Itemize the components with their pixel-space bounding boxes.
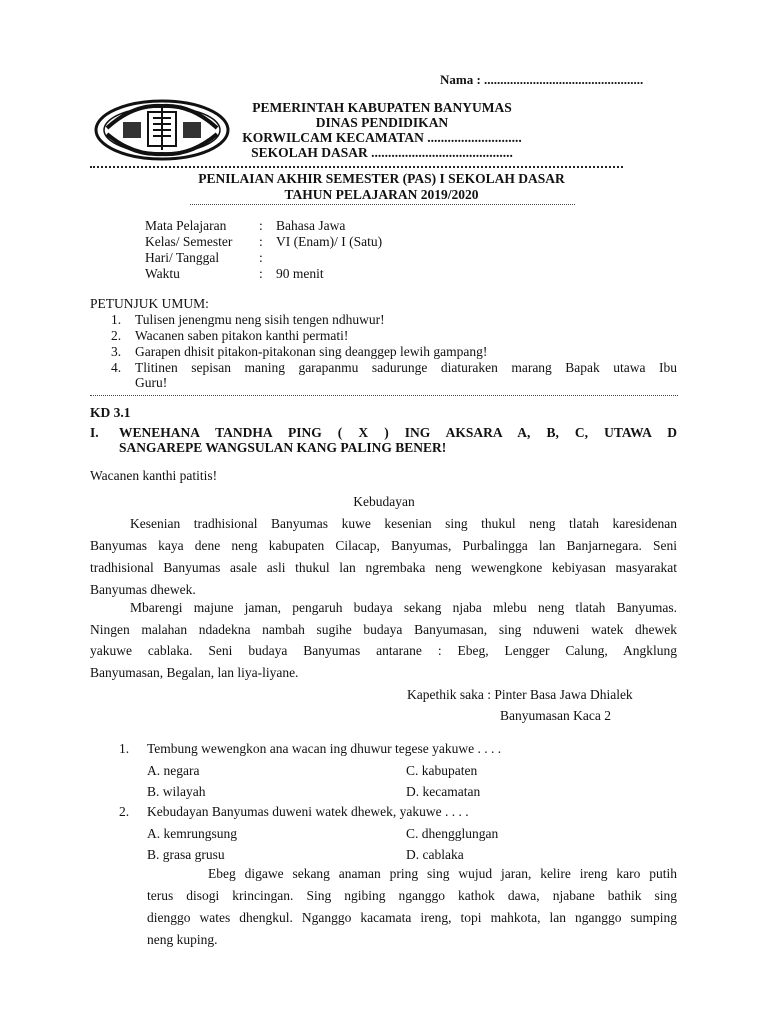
exam-year: TAHUN PELAJARAN 2019/2020	[284, 187, 479, 202]
nama-field: Nama : .................................................	[440, 72, 644, 87]
info-value: Bahasa Jawa	[276, 218, 346, 233]
option-d: D. kecamatan	[406, 784, 481, 799]
passage-line: Ebeg digawe sekang anaman pring sing wujud jaran, kelire ireng karo putih	[208, 866, 677, 881]
reading-source: Kapethik saka : Pinter Basa Jawa Dhialek	[407, 687, 633, 702]
kabupaten-emblem-logo	[93, 98, 231, 162]
reading-line: Banyumas dhewek.	[90, 582, 196, 597]
petunjuk-heading: PETUNJUK UMUM:	[90, 296, 209, 311]
info-label: Hari/ Tanggal	[145, 250, 220, 265]
header-line-2: DINAS PENDIDIKAN	[315, 115, 449, 130]
reading-line: Banyumasan, Begalan, lan liya-liyane.	[90, 665, 299, 680]
reading-line: Ningen malahan ndadekna nambah sugihe budaya Banyumasan, sing nduweni watek dhewek	[90, 622, 677, 637]
header-divider	[90, 166, 623, 168]
kd-label: KD 3.1	[90, 405, 131, 420]
option-d: D. cablaka	[406, 847, 464, 862]
question-text: Tembung wewengkon ana wacan ing dhuwur tegese yakuwe . . . .	[147, 741, 502, 756]
petunjuk-text: Tlitinen sepisan maning garapanmu sadurunge diaturaken marang Bapak utawa Ibu	[135, 360, 677, 375]
header-line-4: SEKOLAH DASAR ..........................................	[251, 145, 513, 160]
petunjuk-num: 2.	[111, 328, 122, 343]
petunjuk-num: 4.	[111, 360, 122, 375]
header-line-3: KORWILCAM KECAMATAN ............................	[242, 130, 522, 145]
info-colon: :	[259, 250, 263, 265]
info-colon: :	[259, 234, 263, 249]
option-a: A. kemrungsung	[147, 826, 237, 841]
option-c: C. kabupaten	[406, 763, 478, 778]
info-colon: :	[259, 218, 263, 233]
section-heading: WENEHANA TANDHA PING ( X ) ING AKSARA A, B, C, UTAWA D	[119, 425, 677, 440]
petunjuk-text: Tulisen jenengmu neng sisih tengen ndhuwur!	[135, 312, 385, 327]
petunjuk-text: Wacanen saben pitakon kanthi permati!	[135, 328, 349, 343]
reading-line: Banyumas kaya dene neng kabupaten Cilacap, Banyumas, Purbalingga lan Banjarnegara. Seni	[90, 538, 677, 553]
reading-line: tradhisional Banyumas asale asli thukul lan ngrembaka neng wewengkone kebiyasan masyarakat	[90, 560, 677, 575]
option-b: B. wilayah	[147, 784, 206, 799]
option-b: B. grasa grusu	[147, 847, 225, 862]
reading-source-cont: Banyumasan Kaca 2	[500, 708, 611, 723]
info-label: Kelas/ Semester	[145, 234, 233, 249]
petunjuk-num: 3.	[111, 344, 122, 359]
exam-title: PENILAIAN AKHIR SEMESTER (PAS) I SEKOLAH DASAR	[198, 171, 565, 186]
petunjuk-divider	[90, 395, 678, 396]
reading-instruction: Wacanen kanthi patitis!	[90, 468, 218, 483]
info-label: Waktu	[145, 266, 180, 281]
reading-line: yakuwe cablaka. Seni budaya Banyumas antarane : Ebeg, Lengger Calung, Angklung	[90, 643, 677, 658]
info-value: 90 menit	[276, 266, 324, 281]
title-underline	[190, 204, 575, 205]
info-value: VI (Enam)/ I (Satu)	[276, 234, 383, 249]
question-number: 1.	[119, 741, 130, 756]
passage-line: terus disogi krincingan. Sing ngibing nganggo kathok dawa, njabane bathik sing	[147, 888, 677, 903]
option-c: C. dhengglungan	[406, 826, 499, 841]
reading-title: Kebudayan	[353, 494, 415, 509]
section-heading-cont: SANGAREPE WANGSULAN KANG PALING BENER!	[119, 440, 447, 455]
petunjuk-num: 1.	[111, 312, 122, 327]
info-label: Mata Pelajaran	[145, 218, 227, 233]
petunjuk-text: Garapen dhisit pitakon-pitakonan sing deanggep lewih gampang!	[135, 344, 488, 359]
passage-line: neng kuping.	[147, 932, 218, 947]
passage-line: dienggo wates dhengkul. Nganggo kacamata ireng, topi mahkota, lan nganggo sumping	[147, 910, 677, 925]
reading-line: Kesenian tradhisional Banyumas kuwe kesenian sing thukul neng tlatah karesidenan	[130, 516, 677, 531]
question-text: Kebudayan Banyumas duweni watek dhewek, yakuwe . . . .	[147, 804, 469, 819]
info-colon: :	[259, 266, 263, 281]
header-line-1: PEMERINTAH KABUPATEN BANYUMAS	[252, 100, 512, 115]
option-a: A. negara	[147, 763, 200, 778]
question-number: 2.	[119, 804, 130, 819]
section-number: I.	[90, 425, 99, 440]
reading-line: Mbarengi majune jaman, pengaruh budaya sekang njaba mlebu neng tlatah Banyumas.	[130, 600, 677, 615]
petunjuk-text-cont: Guru!	[135, 375, 168, 390]
